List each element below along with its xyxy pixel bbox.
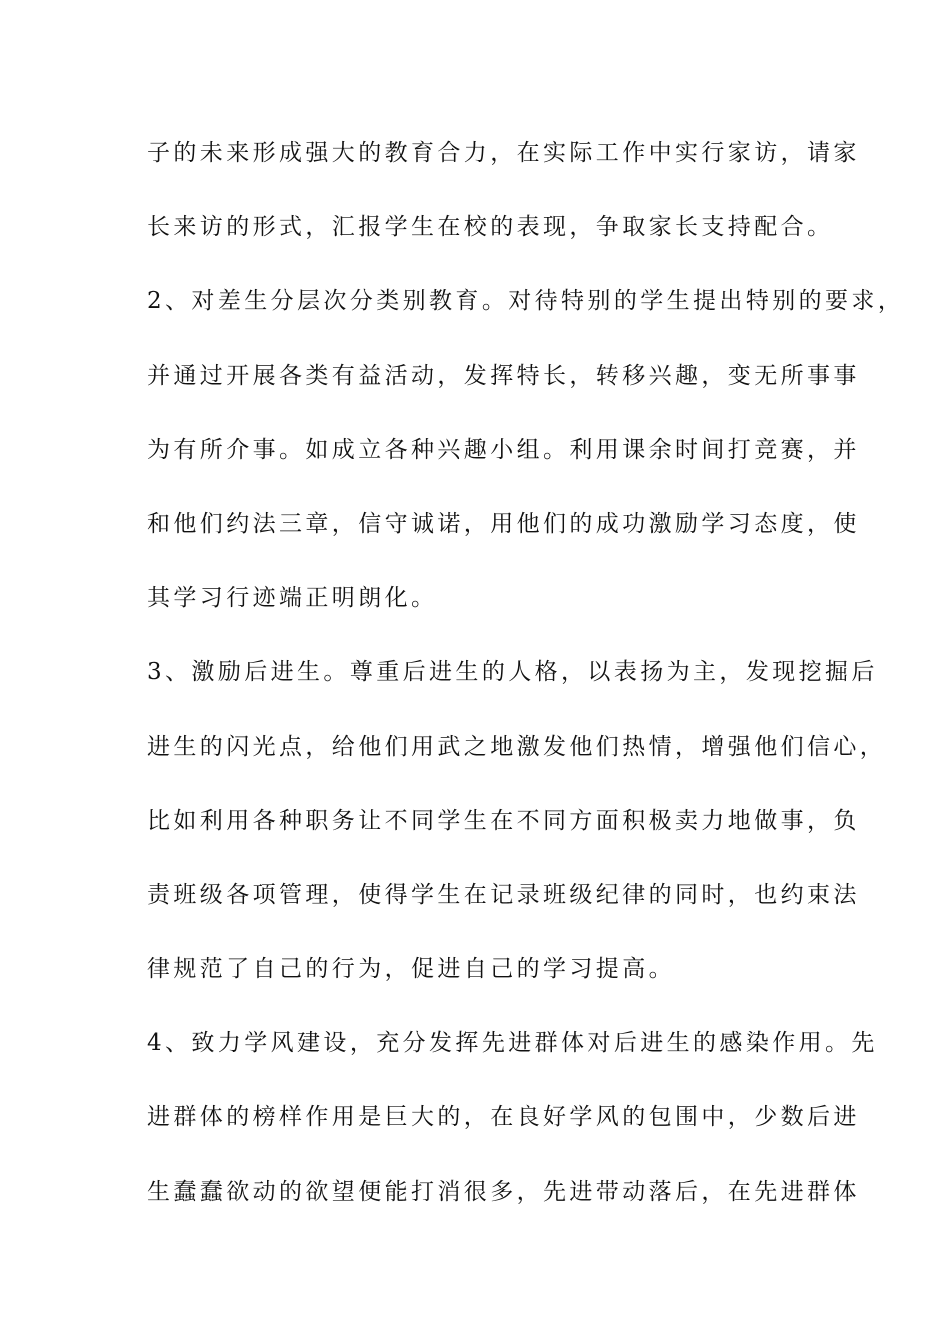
body-text	[147, 133, 905, 1246]
text-line: 生蠢蠢欲动的欲望便能打消很多，先进带动落后，在先进群体	[147, 1178, 860, 1205]
text-line: 长来访的形式，汇报学生在校的表现，争取家长支持配合。	[147, 214, 834, 241]
text-line: 2、对差生分层次分类别教育。对待特别的学生提出特别的要求，	[147, 288, 905, 315]
text-line: 和他们约法三章，信守诚诺，用他们的成功激励学习态度，使	[147, 510, 860, 537]
text-line: 并通过开展各类有益活动，发挥特长，转移兴趣，变无所事事	[147, 362, 860, 389]
text-line: 进生的闪光点，给他们用武之地激发他们热情，增强他们信心，	[147, 733, 887, 760]
text-line: 3、激励后进生。尊重后进生的人格，以表扬为主，发现挖掘后	[147, 659, 878, 686]
text-line: 4、致力学风建设，充分发挥先进群体对后进生的感染作用。先	[147, 1030, 878, 1057]
text-line: 为有所介事。如成立各种兴趣小组。利用课余时间打竞赛，并	[147, 436, 860, 463]
text-line: 比如利用各种职务让不同学生在不同方面积极卖力地做事，负	[147, 807, 860, 834]
text-line: 其学习行迹端正明朗化。	[147, 585, 438, 612]
text-line: 子的未来形成强大的教育合力，在实际工作中实行家访，请家	[147, 140, 860, 166]
text-line: 进群体的榜样作用是巨大的，在良好学风的包围中，少数后进	[147, 1104, 860, 1131]
text-line: 责班级各项管理，使得学生在记录班级纪律的同时，也约束法	[147, 881, 860, 908]
text-line: 律规范了自己的行为，促进自己的学习提高。	[147, 956, 675, 983]
